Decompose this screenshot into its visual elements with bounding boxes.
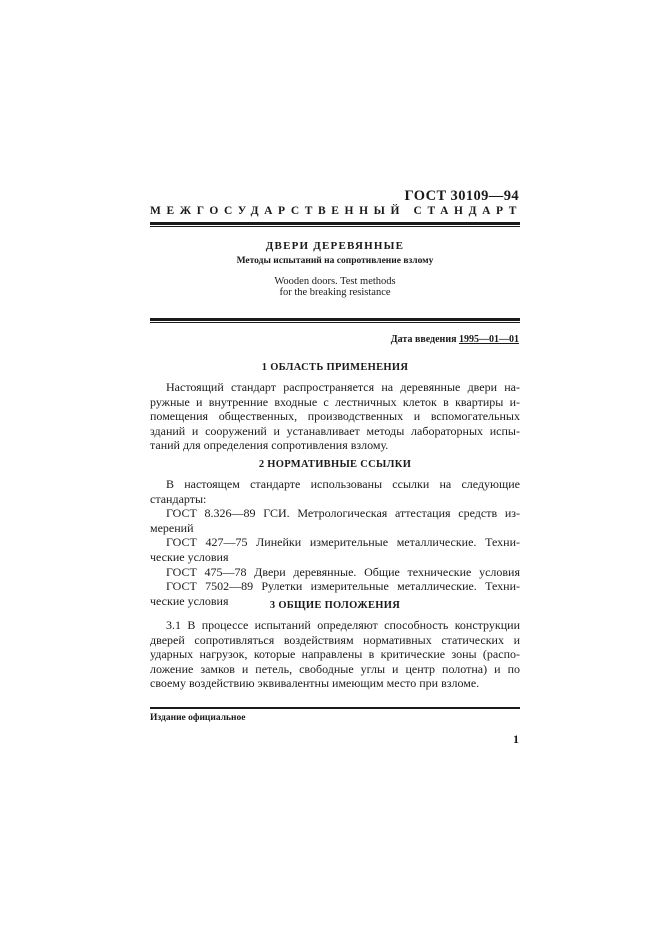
section-body-scope <box>150 380 520 453</box>
header-rule-thick <box>150 222 520 225</box>
text-line: ческие условия <box>150 549 229 564</box>
text-line: дверей сопротивляться воздействиям нормативных статических и <box>150 632 520 647</box>
section-heading-general: 3 ОБЩИЕ ПОЛОЖЕНИЯ <box>269 600 401 611</box>
reference-gost-7502: ГОСТ 7502—89 Рулетки измерительные металлические. Техни- <box>166 579 520 594</box>
header-rule-thin <box>150 226 520 227</box>
page-number: 1 <box>513 732 519 746</box>
introduction-date-label: Дата введения <box>390 334 457 345</box>
text-line: мерений <box>150 520 194 535</box>
footer-rule <box>150 707 520 709</box>
text-line: помещения общественных, производственных и вспомогательных <box>150 409 520 424</box>
standard-type-banner: МЕЖГОСУДАРСТВЕННЫЙ СТАНДАРТ <box>150 205 523 217</box>
reference-gost-8326: ГОСТ 8.326—89 ГСИ. Метрологическая аттестация средств из- <box>166 506 520 521</box>
text-line: ложение замков и петель, свободные углы и центр полотна) и по <box>150 661 520 676</box>
text-line: 3.1 В процессе испытаний определяют способность конструкции <box>166 618 520 632</box>
reference-gost-475: ГОСТ 475—78 Двери деревянные. Общие технические условия <box>166 564 520 579</box>
title-rule-thick <box>150 318 520 321</box>
section-body-general <box>150 618 520 691</box>
reference-gost-427: ГОСТ 427—75 Линейки измерительные металлические. Техни- <box>166 535 520 550</box>
introduction-date <box>391 334 519 345</box>
document-title: ДВЕРИ ДЕРЕВЯННЫЕ <box>265 240 405 252</box>
section-heading-scope: 1 ОБЛАСТЬ ПРИМЕНЕНИЯ <box>261 362 409 373</box>
text-line: Настоящий стандарт распространяется на деревянные двери на- <box>166 380 520 394</box>
section-body-references <box>150 477 520 608</box>
english-title-line-2: for the breaking resistance <box>279 287 391 298</box>
text-line: своему воздействию эквивалентны имеющим место при взломе. <box>150 676 480 691</box>
title-rule-thin <box>150 322 520 323</box>
text-line: таний для определения сопротивления взлому. <box>150 438 389 453</box>
introduction-date-value: 1995—01—01 <box>459 334 519 345</box>
text-line: В настоящем стандарте использованы ссылки на следующие <box>166 477 520 491</box>
edition-note: Издание официальное <box>150 713 246 723</box>
text-line: ческие условия <box>150 593 229 608</box>
text-line: стандарты: <box>150 491 207 506</box>
text-line: ударных нагрузок, которые направлены в критические зоны (распо- <box>150 647 520 662</box>
english-title-line-1: Wooden doors. Test methods <box>274 276 396 287</box>
text-line: ружные и внутренние входные с лестничных клеток в квартиры и- <box>150 394 520 409</box>
document-subtitle: Методы испытаний на сопротивление взлому <box>236 256 434 266</box>
text-line: зданий и сооружений и устанавливает методы лабораторных испы- <box>150 423 520 438</box>
section-heading-references: 2 НОРМАТИВНЫЕ ССЫЛКИ <box>258 459 412 470</box>
document-designation: ГОСТ 30109—94 <box>404 188 519 204</box>
